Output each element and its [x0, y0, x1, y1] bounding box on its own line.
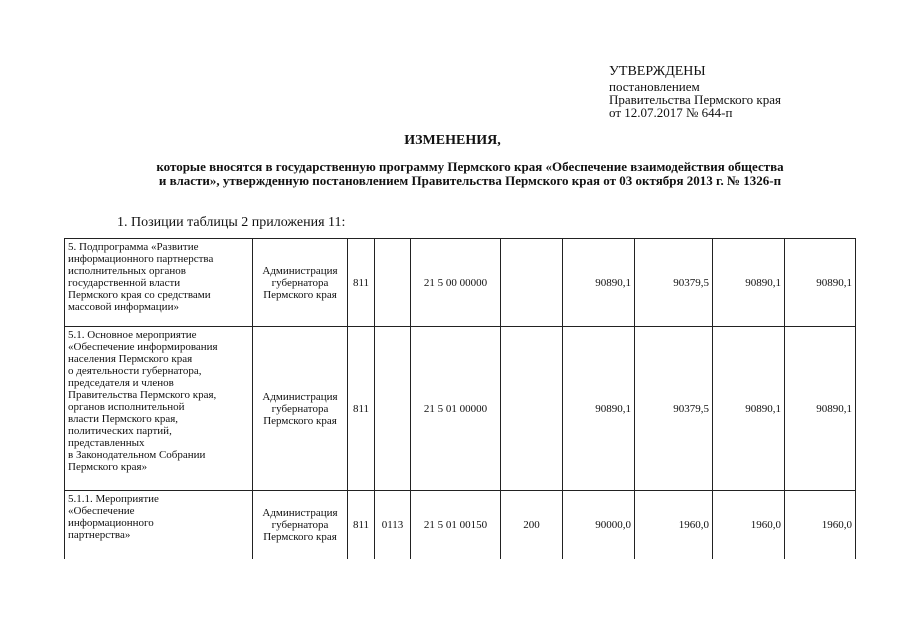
table-row [65, 239, 856, 327]
document-title: ИЗМЕНЕНИЯ, [404, 133, 501, 148]
cell-value-4: 90890,1 [785, 327, 856, 491]
cell-rzpr: 0113 [375, 491, 411, 559]
cell-value-3: 1960,0 [713, 491, 785, 559]
cell-csr: 21 5 00 00000 [411, 239, 501, 327]
subtitle-line-1: которые вносятся в государственную программу Пермского края «Обеспечение взаимодействия общества [156, 159, 784, 174]
cell-value-3: 90890,1 [713, 327, 785, 491]
approval-stamp [609, 64, 781, 119]
approval-line-2: Правительства Пермского края [609, 92, 781, 107]
document-subtitle [100, 160, 840, 188]
cell-executor: Администрация губернатора Пермского края [253, 239, 348, 327]
table-row [65, 327, 856, 491]
cell-value-1: 90890,1 [563, 327, 635, 491]
cell-value-2: 90379,5 [635, 327, 713, 491]
cell-csr: 21 5 01 00150 [411, 491, 501, 559]
cell-vr [501, 239, 563, 327]
cell-rzpr [375, 327, 411, 491]
table-row [65, 491, 856, 559]
cell-name: 5.1. Основное мероприятие «Обеспечение информирования населения Пермского края о деятельности губернатора, председателя и членов Правительства Пермского края, органов исполнительной власти Пермского края, политических партий, представленных в Законодательном Собрании Пермского края» [65, 327, 253, 491]
cell-value-2: 90379,5 [635, 239, 713, 327]
cell-value-4: 1960,0 [785, 491, 856, 559]
cell-value-1: 90000,0 [563, 491, 635, 559]
cell-grbs: 811 [348, 239, 375, 327]
cell-grbs: 811 [348, 491, 375, 559]
cell-name: 5.1.1. Мероприятие «Обеспечение информационного партнерства» [65, 491, 253, 559]
cell-name: 5. Подпрограмма «Развитие информационного партнерства исполнительных органов государственной власти Пермского края со средствами массовой информации» [65, 239, 253, 327]
cell-vr [501, 327, 563, 491]
approval-line-3: от 12.07.2017 № 644-п [609, 105, 733, 120]
cell-vr: 200 [501, 491, 563, 559]
cell-rzpr [375, 239, 411, 327]
cell-value-4: 90890,1 [785, 239, 856, 327]
cell-executor: Администрация губернатора Пермского края [253, 491, 348, 559]
program-table [64, 238, 856, 559]
cell-grbs: 811 [348, 327, 375, 491]
subtitle-line-2: и власти», утвержденную постановлением Правительства Пермского края от 03 октября 2013 г. № 1326-п [158, 173, 782, 188]
cell-value-1: 90890,1 [563, 239, 635, 327]
approval-line-1: постановлением [609, 79, 700, 94]
intro-paragraph: 1. Позиции таблицы 2 приложения 11: [117, 215, 346, 230]
cell-executor: Администрация губернатора Пермского края [253, 327, 348, 491]
cell-csr: 21 5 01 00000 [411, 327, 501, 491]
cell-value-2: 1960,0 [635, 491, 713, 559]
approval-heading: УТВЕРЖДЕНЫ [609, 64, 706, 79]
cell-value-3: 90890,1 [713, 239, 785, 327]
